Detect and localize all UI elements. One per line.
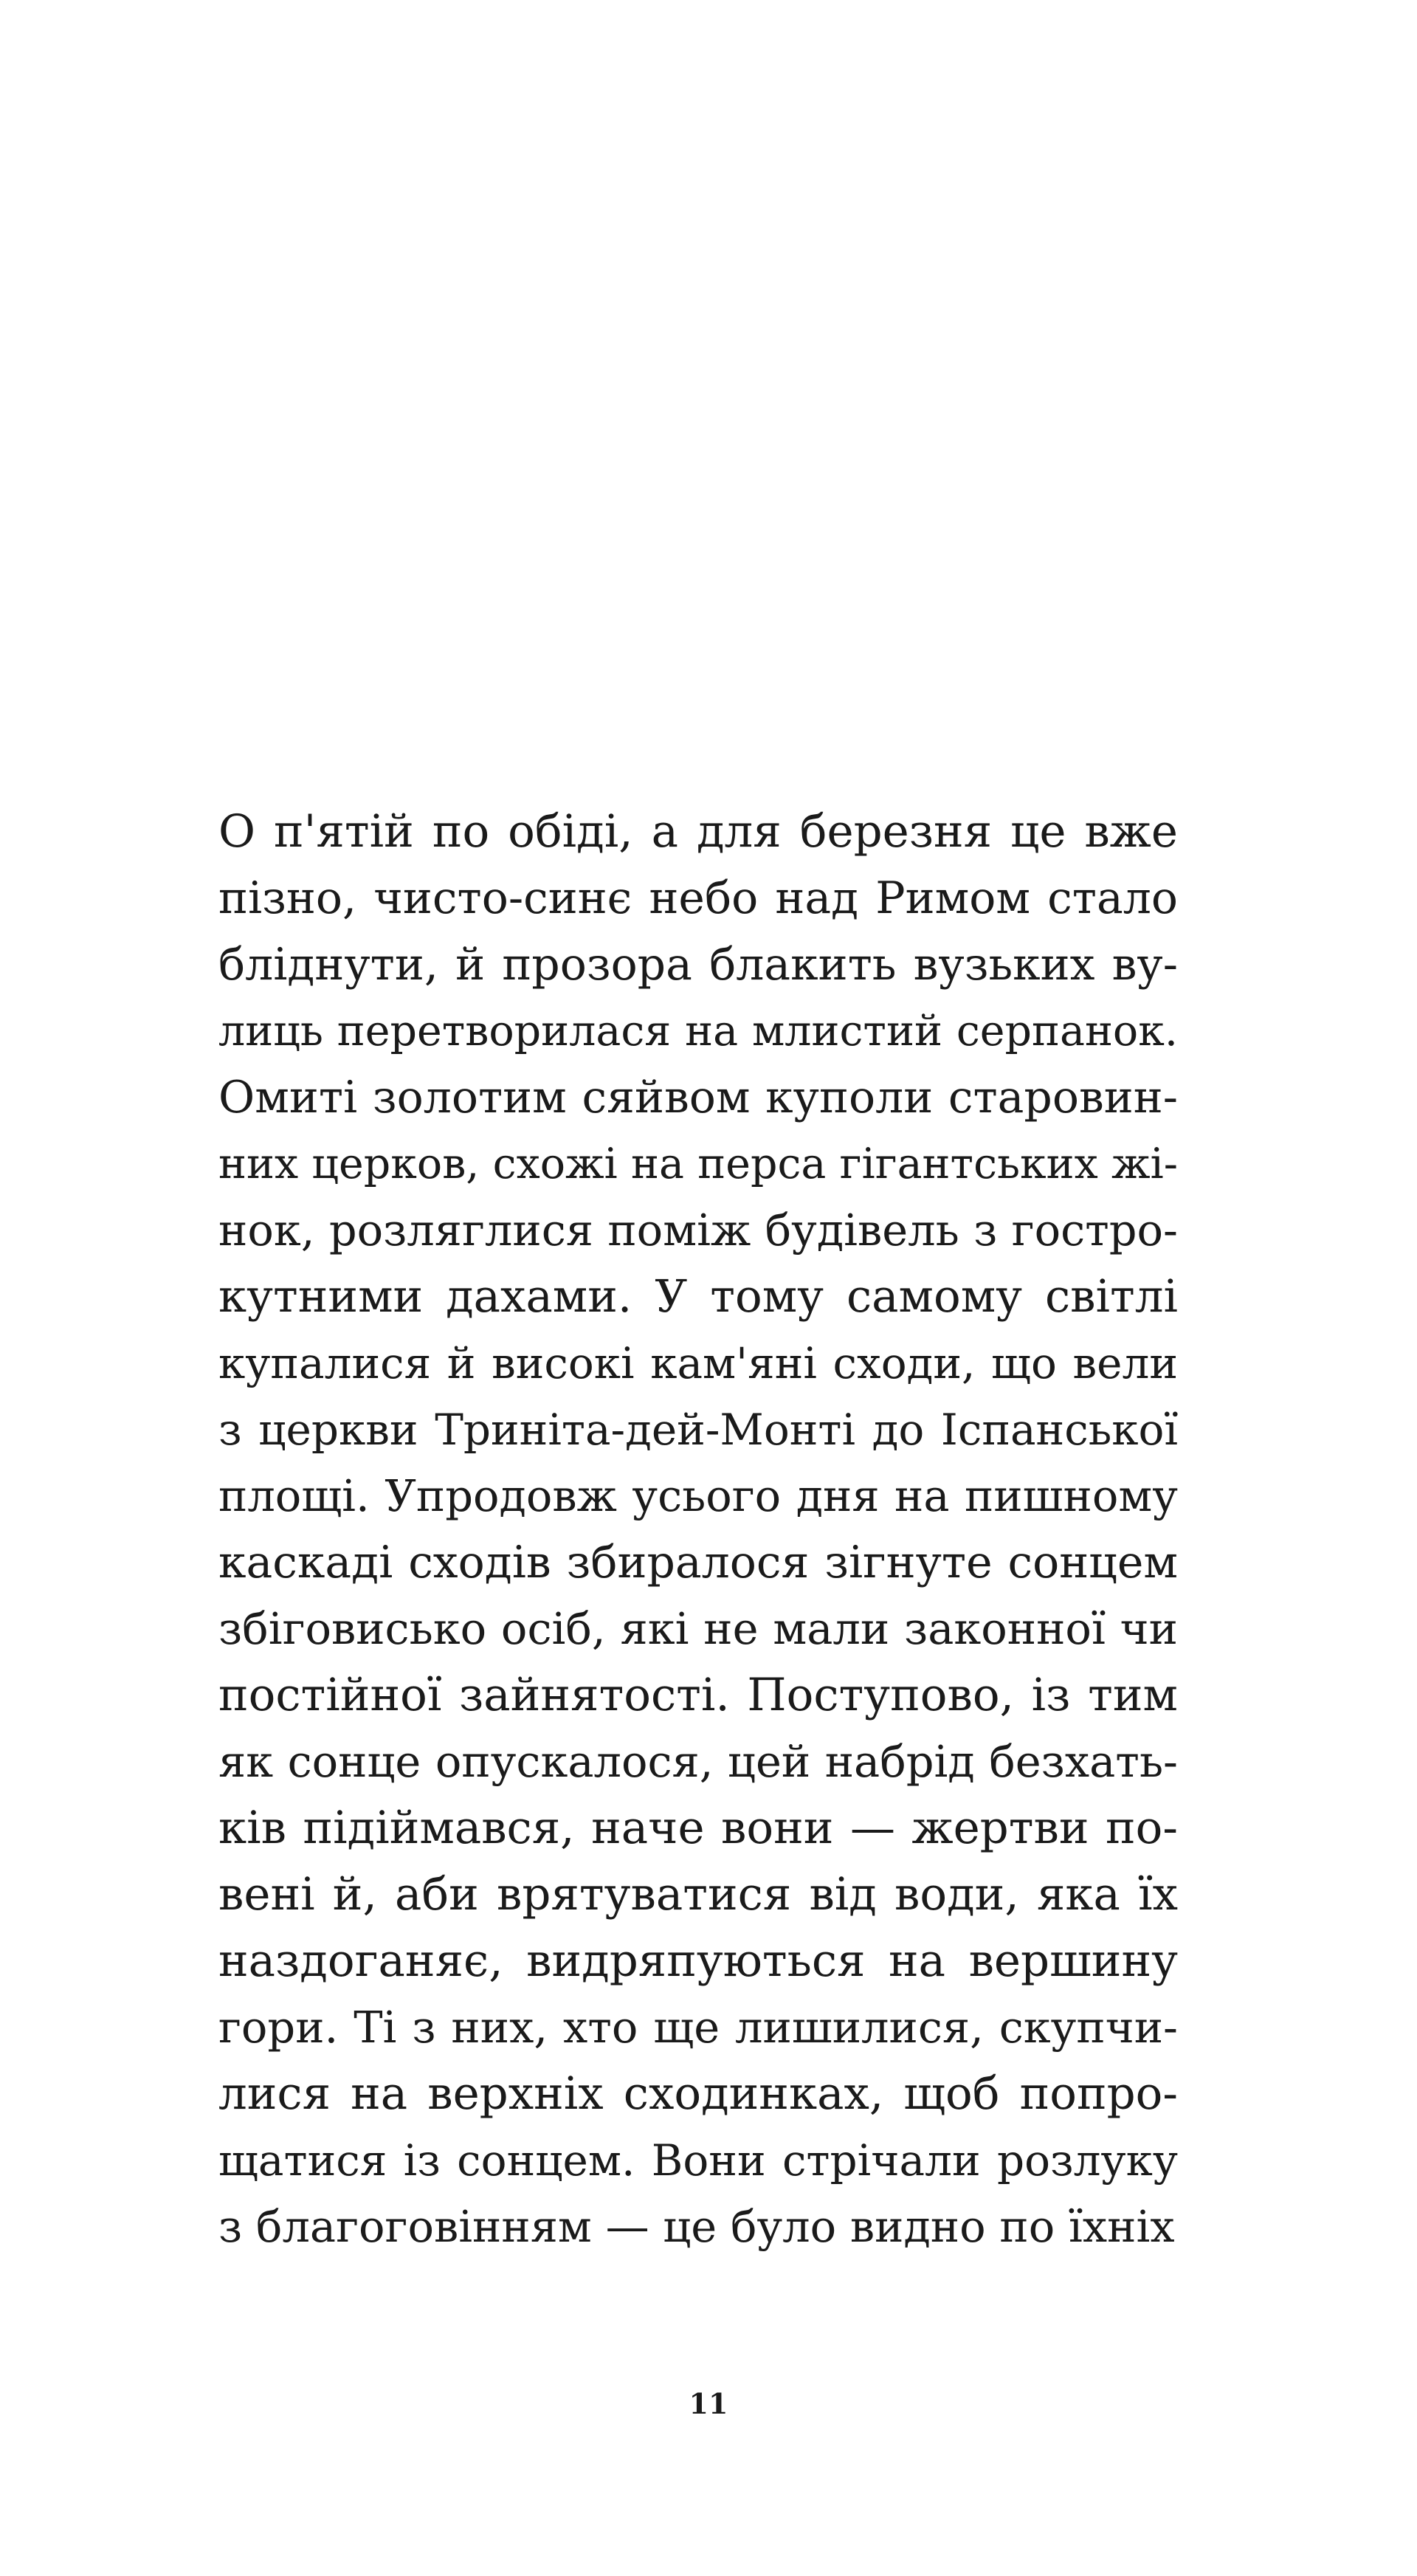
text-line: як сонце опускалося, цей набрід безхать- — [218, 1736, 1178, 1787]
text-line: Омиті золотим сяйвом куполи старовин- — [218, 1072, 1178, 1123]
text-line: наздоганяє, видряпуються на вершину — [218, 1935, 1178, 1987]
text-line: О п'ятій по обіді, а для березня це вже — [218, 805, 1178, 858]
text-line: площі. Упродовж усього дня на пишному — [218, 1470, 1178, 1521]
text-line: купалися й високі кам'яні сходи, що вели — [218, 1338, 1178, 1388]
text-line: пізно, чисто-синє небо над Римом стало — [218, 872, 1178, 924]
text-line: бліднути, й прозора блакить вузьких ву- — [218, 939, 1178, 991]
text-line: гори. Ті з них, хто ще лишилися, скупчи- — [218, 2002, 1178, 2053]
text-line: збіговисько осіб, які не мали законної чи — [218, 1603, 1178, 1654]
text-line: каскаді сходів збиралося зігнуте сонцем — [218, 1537, 1178, 1588]
text-line: них церков, схожі на перса гігантських жі- — [218, 1140, 1178, 1188]
text-line: з благоговінням — це було видно по їхніх — [218, 2201, 1175, 2252]
body-text — [218, 799, 1178, 2260]
text-line: лиць перетворилася на млистий серпанок. — [218, 1007, 1178, 1055]
text-line: нок, розляглися поміж будівель з гостро- — [218, 1205, 1178, 1256]
text-line: кутними дахами. У тому самому світлі — [218, 1270, 1178, 1323]
text-line: ків підіймався, наче вони — жертви по- — [218, 1802, 1178, 1854]
text-line: постійної зайнятості. Поступово, із тим — [218, 1669, 1178, 1721]
text-line: вені й, аби врятуватися від води, яка їх — [218, 1868, 1178, 1921]
page-number: 11 — [689, 2387, 728, 2420]
text-line: лися на верхніх сходинках, щоб попро- — [218, 2067, 1178, 2120]
text-line: з церкви Триніта-дей-Монті до Іспанської — [218, 1405, 1178, 1455]
text-line: щатися із сонцем. Вони стрічали розлуку — [218, 2135, 1178, 2186]
